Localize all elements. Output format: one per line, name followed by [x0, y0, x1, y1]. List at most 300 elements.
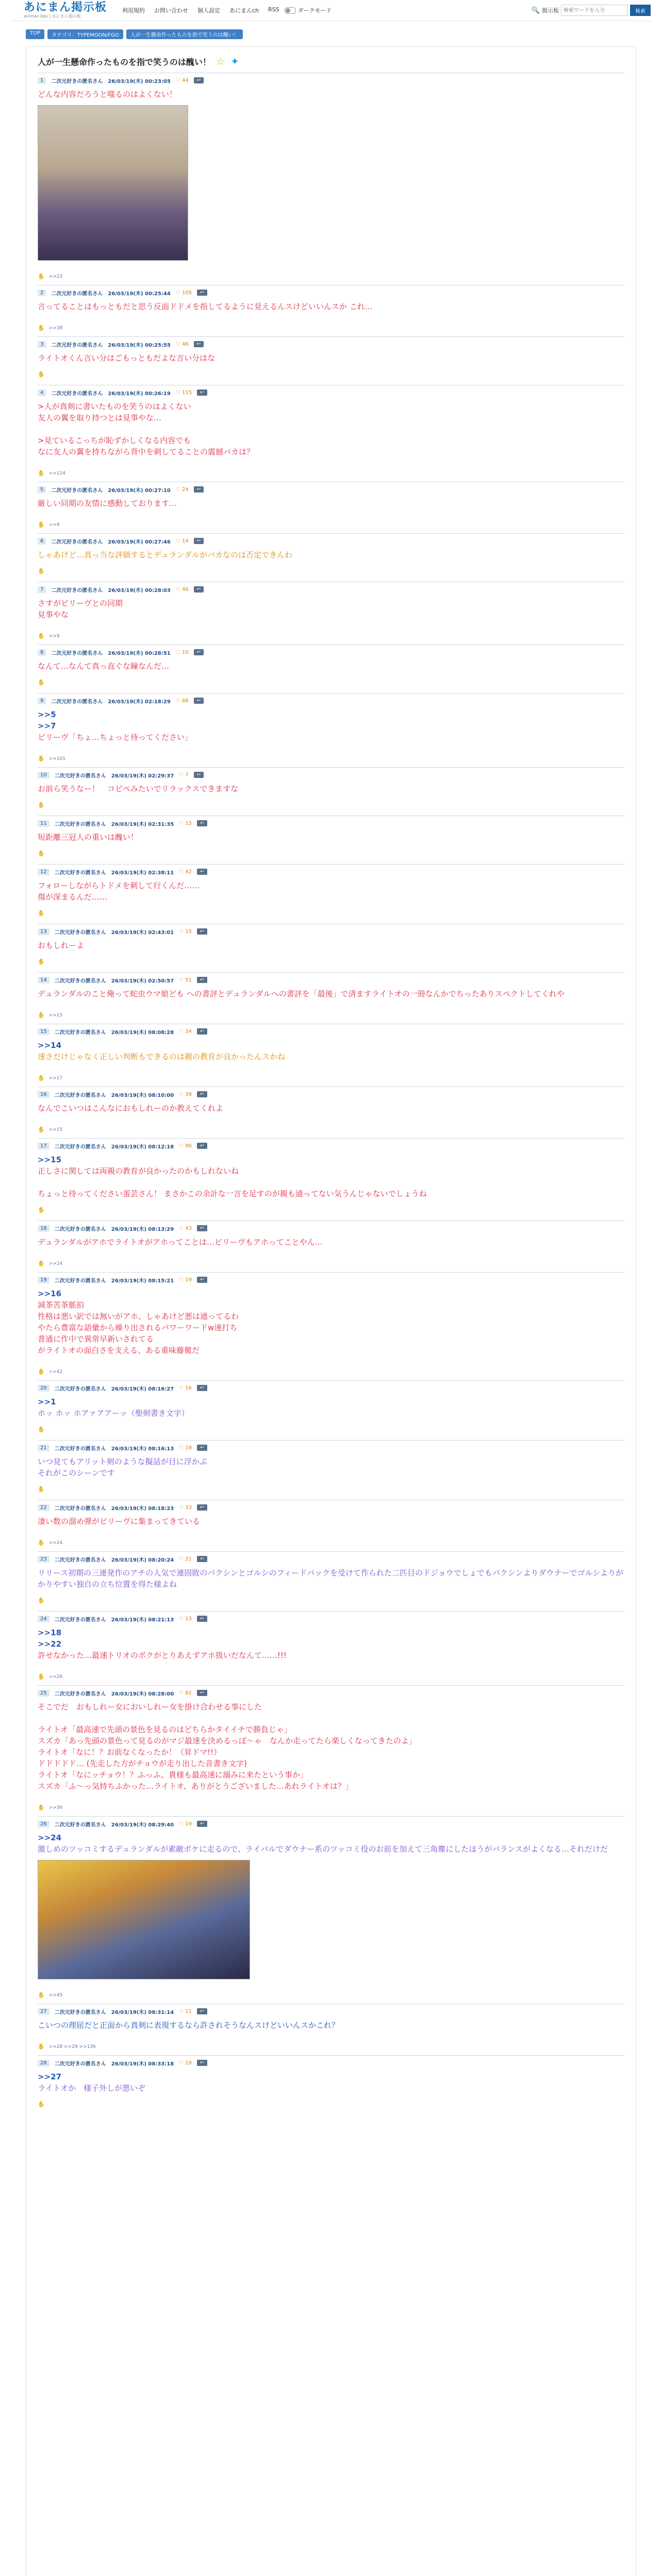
reply-anchor[interactable]: >>16 — [38, 1289, 62, 1298]
post-text: 友人の翼を取り持つとは見事やな… — [38, 413, 162, 422]
reply-anchor[interactable]: >>5 — [38, 710, 56, 719]
post-number[interactable]: 18 — [38, 1225, 49, 1232]
like-count[interactable]: ♡ 42 — [179, 869, 192, 875]
thumb-icon[interactable]: ✋ — [38, 521, 45, 528]
like-count[interactable]: ♡ 7 — [179, 772, 189, 778]
reply-links[interactable]: >>24 — [48, 1261, 63, 1266]
post-author: 二次元好きの匿名さん — [51, 291, 103, 297]
post — [38, 2055, 624, 2108]
post-body — [38, 1040, 624, 1062]
post-body — [38, 301, 624, 312]
post-date: 26/03/19(木) 08:16:27 — [111, 1386, 174, 1392]
post-header — [38, 1503, 624, 1512]
reply-links[interactable]: >>15 — [48, 1127, 63, 1132]
post-number[interactable]: 5 — [38, 486, 46, 493]
like-count[interactable]: ♡ 18 — [179, 1445, 192, 1451]
post-number[interactable]: 13 — [38, 928, 49, 935]
thumb-icon[interactable]: ✋ — [38, 2043, 45, 2050]
logo-text: あにまん掲示板 — [24, 1, 107, 14]
breadcrumb-category[interactable]: カテゴリ：TYPEMOON/FGO — [47, 29, 123, 39]
post-text: ライトオ「なに！？お前なくなったか！（昇ドマ!!） — [38, 1748, 222, 1757]
reply-button[interactable]: ↩ — [194, 486, 204, 493]
post-footer — [38, 1992, 624, 1998]
reply-anchor[interactable]: >>24 — [38, 1833, 62, 1842]
reply-button[interactable]: ↩ — [194, 538, 204, 544]
thumb-icon[interactable]: ✋ — [38, 1539, 45, 1546]
thumb-icon[interactable]: ✋ — [38, 910, 45, 917]
thumb-icon[interactable]: ✋ — [38, 633, 45, 639]
post-author: 二次元好きの匿名さん — [54, 1822, 106, 1828]
post-text: デュランダルのこと俺って蛇虫ウマ娘ども への書評とデュランダルへの書評を「最後」で済ますライトオの一冊なんかでちったありスペクトしてくれや — [38, 989, 565, 998]
like-count[interactable]: ♡ 15 — [179, 928, 192, 935]
post-header — [38, 1444, 624, 1452]
post-body — [38, 940, 624, 951]
post-date: 26/03/19(木) 02:29:37 — [111, 773, 174, 779]
darkmode-switch[interactable] — [285, 6, 332, 14]
post-footer — [38, 1075, 624, 1081]
thumb-icon[interactable]: ✋ — [38, 755, 45, 762]
post-header — [38, 648, 624, 656]
reply-button[interactable]: ↩ — [197, 869, 207, 875]
reply-button[interactable]: ↩ — [197, 2060, 207, 2066]
post-text: 言ってることはもっともだと思う反面ドドメを指してるように見えるんスけどいいんスか これ… — [38, 302, 373, 311]
thumb-icon[interactable]: ✋ — [38, 1126, 45, 1133]
reply-button[interactable]: ↩ — [194, 698, 204, 704]
post-date: 26/03/19(木) 00:23:05 — [108, 78, 171, 84]
post-header — [38, 1615, 624, 1623]
post-date: 26/03/19(木) 02:50:57 — [111, 978, 174, 984]
reply-button[interactable]: ↩ — [194, 341, 204, 347]
like-count[interactable]: ♡ 105 — [175, 290, 192, 296]
nav-contact[interactable]: お問い合わせ — [154, 7, 189, 14]
post — [38, 1611, 624, 1680]
post-body — [38, 1456, 624, 1479]
post-author: 二次元好きの匿名さん — [51, 391, 103, 397]
post — [38, 972, 624, 1019]
post-date: 26/03/19(木) 08:18:23 — [111, 1505, 174, 1512]
logo-subtext: animan bbs | あにまん掲示板 — [24, 14, 81, 19]
breadcrumb — [26, 29, 651, 39]
post-number[interactable]: 27 — [38, 2008, 49, 2015]
reply-button[interactable]: ↩ — [194, 772, 204, 778]
post-text: リリース初期の三連発作のアチの人気で連固敗のパクシンとゴルシのフィードバックを受けて作られた二匹目のドジョウでしょでもパクシンよりダウナーでゴルシよりがかりやすい独自の立ち位置を得た様よね — [38, 1568, 623, 1589]
like-count[interactable]: ♡ 51 — [179, 977, 192, 983]
post — [38, 482, 624, 528]
reply-button[interactable]: ↩ — [194, 586, 204, 592]
post-number[interactable]: 7 — [38, 586, 46, 593]
like-count[interactable]: ♡ 19 — [179, 1277, 192, 1283]
post-text: それがこのシーンです — [38, 1468, 115, 1478]
post-header — [38, 976, 624, 984]
like-count[interactable]: ♡ 43 — [179, 1225, 192, 1231]
reply-anchor[interactable]: >>1 — [38, 1397, 56, 1406]
post — [38, 1500, 624, 1546]
post-author: 二次元好きの匿名さん — [54, 2061, 106, 2067]
post-number[interactable]: 25 — [38, 1690, 49, 1697]
thumb-icon[interactable]: ✋ — [38, 2101, 45, 2108]
post-number[interactable]: 20 — [38, 1385, 49, 1392]
thumb-icon[interactable]: ✋ — [38, 1486, 45, 1493]
reply-button[interactable]: ↩ — [197, 1225, 207, 1231]
post — [38, 1551, 624, 1604]
post-date: 26/03/19(木) 08:13:29 — [111, 1226, 174, 1232]
post-number[interactable]: 3 — [38, 341, 46, 348]
reply-button[interactable]: ↩ — [197, 2008, 207, 2014]
post-text: がライトオの面白さを支える、ある重味藤徹だ — [38, 1346, 200, 1355]
post-number[interactable]: 1 — [38, 77, 46, 84]
like-count[interactable]: ♡ 46 — [175, 586, 189, 592]
post-footer — [38, 1260, 624, 1267]
post-number[interactable]: 10 — [38, 772, 49, 778]
post-text: おもしれーよ — [38, 941, 85, 950]
post-text: お前ら笑うなー！ コピペみたいでリラックスできますな — [38, 784, 239, 793]
reply-button[interactable]: ↩ — [197, 1504, 207, 1511]
reply-button[interactable]: ↩ — [197, 1028, 207, 1035]
post-date: 26/03/19(木) 08:12:18 — [111, 1144, 174, 1150]
post-text: 傷が深まるんだ…… — [38, 892, 108, 902]
post-date: 26/03/19(木) 08:28:00 — [111, 1691, 174, 1697]
post-number[interactable]: 12 — [38, 869, 49, 875]
toggle-icon[interactable] — [285, 7, 296, 14]
post-text: いつ見てもアリット剣のような擬話が目に浮かぶ — [38, 1457, 207, 1466]
post-text: やたら豊富な語彙から繰り出されるパワーワードw速打ち — [38, 1323, 238, 1332]
post-header — [38, 697, 624, 705]
reply-links[interactable]: >>26 — [48, 1674, 63, 1680]
like-count[interactable]: ♡ 39 — [179, 1091, 192, 1097]
post-header — [38, 771, 624, 779]
post-text: 減茶苦茶脈拍 — [38, 1300, 85, 1310]
like-count[interactable]: ♡ 18 — [179, 2060, 192, 2066]
thumb-icon[interactable]: ✋ — [38, 679, 45, 686]
post — [38, 816, 624, 857]
reply-links[interactable]: >>101 — [48, 756, 65, 761]
post-body — [38, 2020, 624, 2031]
top-nav — [122, 6, 279, 14]
reply-anchor[interactable]: >>18 — [38, 1628, 62, 1637]
reply-links[interactable]: >>23 — [48, 274, 63, 279]
post-footer — [38, 371, 624, 378]
post-body — [38, 1832, 624, 1855]
post — [38, 533, 624, 574]
like-count[interactable]: ♡ 21 — [179, 1556, 192, 1562]
post-date: 26/03/19(木) 00:26:19 — [108, 391, 171, 397]
thumb-icon[interactable]: ✋ — [38, 1260, 45, 1267]
post-date: 26/03/19(木) 02:43:01 — [111, 929, 174, 936]
post-header — [38, 388, 624, 397]
post-date: 26/03/19(木) 00:25:55 — [108, 342, 171, 348]
post-header — [38, 76, 624, 84]
post-body — [38, 1154, 624, 1199]
thumb-icon[interactable]: ✋ — [38, 1992, 45, 1998]
site-logo[interactable] — [24, 2, 107, 19]
post-body — [38, 880, 624, 903]
reply-links[interactable]: >>36 — [48, 1805, 63, 1810]
reply-links[interactable]: >>17 — [48, 1075, 63, 1081]
reply-links[interactable]: >>42 — [48, 1369, 63, 1375]
reply-button[interactable]: ↩ — [197, 290, 207, 296]
post-number[interactable]: 15 — [38, 1028, 49, 1035]
search-button[interactable]: 検索 — [630, 5, 651, 16]
breadcrumb-top[interactable]: TOP — [26, 29, 44, 39]
post-date: 26/03/19(木) 08:31:14 — [111, 2009, 174, 2015]
like-count[interactable]: ♡ 44 — [175, 77, 189, 83]
post-number[interactable]: 11 — [38, 820, 49, 827]
reply-anchor[interactable]: >>7 — [38, 721, 56, 731]
post-text: なんでこいつはこんなにおもしれーのか教えてくれよ — [38, 1104, 224, 1113]
post-header — [38, 289, 624, 297]
reply-button[interactable]: ↩ — [194, 77, 204, 83]
post-image[interactable] — [38, 1860, 250, 1979]
thread-box — [26, 46, 636, 2576]
post-body — [38, 709, 624, 743]
thumb-icon[interactable]: ✋ — [38, 568, 45, 574]
post-author: 二次元好きの匿名さん — [51, 487, 103, 494]
post-text — [38, 1713, 624, 1724]
post-text: そこでだ おもしれー女においしれー女を掛け合わせる事にした — [38, 1702, 262, 1711]
post-header — [38, 927, 624, 936]
thumb-icon[interactable]: ✋ — [38, 470, 45, 477]
thumb-icon[interactable]: ✋ — [38, 1368, 45, 1375]
reply-button[interactable]: ↩ — [197, 1091, 207, 1097]
post — [38, 645, 624, 686]
reply-button[interactable]: ↩ — [197, 1690, 207, 1696]
post-body — [38, 832, 624, 843]
like-count[interactable]: ♡ 14 — [175, 538, 189, 544]
post-date: 26/03/19(木) 00:28:51 — [108, 650, 171, 656]
post — [38, 336, 624, 378]
post-author: 二次元好きの匿名さん — [51, 587, 103, 594]
post-number[interactable]: 26 — [38, 1821, 49, 1827]
post-author: 二次元好きの匿名さん — [54, 1226, 106, 1232]
post-number[interactable]: 28 — [38, 2060, 49, 2066]
post-header — [38, 2007, 624, 2015]
reply-button[interactable]: ↩ — [197, 977, 207, 983]
like-count[interactable]: ♡ 11 — [179, 2008, 192, 2014]
thumb-icon[interactable]: ✋ — [38, 1597, 45, 1604]
post-number[interactable]: 21 — [38, 1445, 49, 1451]
post-text: しゃあけど…真っ当な評価するとデュランダルがバカなのは否定できんわ — [38, 550, 292, 560]
like-count[interactable]: ♡ 86 — [179, 1143, 192, 1149]
breadcrumb-thread[interactable]: 人が一生懸命作ったものを指で笑うのは醜い！ — [126, 29, 243, 39]
thumb-icon[interactable]: ✋ — [38, 958, 45, 965]
post-text: ホッ ホッ ホアァアアーッ（聖剣書き文字） — [38, 1409, 189, 1418]
reply-links[interactable]: >>9 — [48, 633, 60, 639]
nav-animanch[interactable]: あにまんch — [229, 7, 259, 14]
post-text: 短距離三冠人の重いは醜い！ — [38, 833, 139, 842]
reply-button[interactable]: ↩ — [197, 1556, 207, 1562]
post-author: 二次元好きの匿名さん — [54, 929, 106, 936]
thread-header — [38, 55, 624, 67]
post-header — [38, 340, 624, 348]
reply-button[interactable]: ↩ — [197, 1616, 207, 1622]
post-date: 26/03/19(木) 08:15:21 — [111, 1278, 174, 1284]
nav-settings[interactable]: 個人設定 — [197, 7, 221, 14]
reply-links[interactable]: >>9 — [48, 522, 60, 528]
reply-button[interactable]: ↩ — [197, 1277, 207, 1283]
post-text: >見ているこっちが恥ずかしくなる内容でも — [38, 436, 191, 445]
post-header — [38, 1276, 624, 1284]
post-body — [38, 1236, 624, 1248]
twitter-icon[interactable]: ✦ — [230, 55, 239, 67]
reply-button[interactable]: ↩ — [197, 820, 207, 826]
thumb-icon[interactable]: ✋ — [38, 1426, 45, 1433]
like-count[interactable]: ♡ 115 — [175, 389, 192, 396]
post-text: スズカ「ふ～っ気持ちふかった…ライトオ、ありがとうございました…あれライトオは？」 — [38, 1782, 353, 1791]
post-footer — [38, 325, 624, 331]
post-header — [38, 1224, 624, 1232]
search-icon: 🔍 — [531, 6, 540, 14]
post-author: 二次元好きの匿名さん — [51, 342, 103, 348]
star-icon[interactable]: ☆ — [216, 55, 225, 67]
like-count[interactable]: ♡ 46 — [175, 341, 189, 347]
like-count[interactable]: ♡ 82 — [179, 1690, 192, 1696]
thumb-icon[interactable]: ✋ — [38, 1207, 45, 1213]
post-text: こいつの理屈だと正面から真剣に表現するなら許されそうなんスけどいいんスかこれ？ — [38, 2021, 340, 2030]
reply-button[interactable]: ↩ — [194, 649, 204, 655]
post-number[interactable]: 2 — [38, 290, 46, 296]
nav-terms[interactable]: 利用規約 — [122, 7, 145, 14]
post-text: 見事やな — [38, 610, 69, 619]
thumb-icon[interactable]: ✋ — [38, 1012, 45, 1019]
post-footer — [38, 1804, 624, 1811]
post-date: 26/03/19(木) 08:29:40 — [111, 1822, 174, 1828]
post-number[interactable]: 16 — [38, 1091, 49, 1098]
post-author: 二次元好きの匿名さん — [54, 1144, 106, 1150]
post-footer — [38, 910, 624, 917]
post-number[interactable]: 22 — [38, 1504, 49, 1511]
thumb-icon[interactable]: ✋ — [38, 273, 45, 280]
post-number[interactable]: 24 — [38, 1616, 49, 1622]
reply-button[interactable]: ↩ — [197, 389, 207, 396]
post-body — [38, 1103, 624, 1114]
post-author: 二次元好きの匿名さん — [54, 773, 106, 779]
post-footer — [38, 1673, 624, 1680]
reply-links[interactable]: >>15 — [48, 1012, 63, 1018]
post-text: 性格は悪い訳では無いがアホ、しゃあけど悪は通ってるわ — [38, 1312, 239, 1321]
reply-links[interactable]: >>38 — [48, 325, 63, 331]
post-header — [38, 485, 624, 494]
thumb-icon[interactable]: ✋ — [38, 850, 45, 857]
post-author: 二次元好きの匿名さん — [54, 1557, 106, 1563]
post-date: 26/03/19(木) 02:38:11 — [111, 870, 174, 876]
post-text: 普通に作中で異常早新いされてる — [38, 1334, 154, 1344]
like-count[interactable]: ♡ 16 — [179, 1385, 192, 1391]
post — [38, 1138, 624, 1213]
like-count[interactable]: ♡ 13 — [179, 1616, 192, 1622]
search-input[interactable] — [561, 5, 628, 16]
reply-links[interactable]: >>24 — [48, 1540, 63, 1546]
post-author: 二次元好きの匿名さん — [54, 978, 106, 984]
reply-links[interactable]: >>124 — [48, 470, 65, 476]
post-date: 26/03/19(木) 08:10:00 — [111, 1092, 174, 1098]
post-footer — [38, 679, 624, 686]
post-author: 二次元好きの匿名さん — [51, 699, 103, 705]
post-author: 二次元好きの匿名さん — [54, 1617, 106, 1623]
post — [38, 385, 624, 477]
post — [38, 1380, 624, 1433]
post-number[interactable]: 19 — [38, 1277, 49, 1283]
post-text: デュランダルがアホでライトオがアホってことは…ビリーヴもアホってことやん… — [38, 1238, 323, 1247]
post-number[interactable]: 14 — [38, 977, 49, 984]
post — [38, 73, 624, 280]
reply-anchor[interactable]: >>22 — [38, 1639, 62, 1649]
reply-links[interactable]: >>28 >>29 >>136 — [48, 2044, 96, 2049]
reply-button[interactable]: ↩ — [197, 1445, 207, 1451]
post-text: >人が真剣に書いたものを笑うのはよくない — [38, 402, 191, 411]
post-body — [38, 1701, 624, 1792]
post-author: 二次元好きの匿名さん — [54, 1386, 106, 1392]
thumb-icon[interactable]: ✋ — [38, 802, 45, 808]
reply-anchor[interactable]: >>27 — [38, 2072, 62, 2081]
like-count[interactable]: ♡ 10 — [175, 649, 189, 655]
post-author: 二次元好きの匿名さん — [54, 1278, 106, 1284]
post-footer — [38, 2043, 624, 2050]
post-text: 正しさに関しては両親の教育が良かったのかもしれないね — [38, 1166, 239, 1176]
post — [38, 767, 624, 808]
like-count[interactable]: ♡ 34 — [179, 1028, 192, 1035]
post — [38, 693, 624, 762]
thumb-icon[interactable]: ✋ — [38, 325, 45, 331]
post-number[interactable]: 4 — [38, 389, 46, 396]
reply-button[interactable]: ↩ — [197, 1143, 207, 1149]
post-text: どんな内容だろうと嗤るのはよくない！ — [38, 90, 177, 99]
post-footer — [38, 1126, 624, 1133]
post-body — [38, 1288, 624, 1356]
post — [38, 1087, 624, 1133]
like-count[interactable]: ♡ 19 — [179, 1821, 192, 1827]
thumb-icon[interactable]: ✋ — [38, 1075, 45, 1081]
nav-rss[interactable]: RSS — [268, 6, 279, 13]
post-footer — [38, 958, 624, 965]
post-footer — [38, 755, 624, 762]
post — [38, 285, 624, 331]
reply-links[interactable]: >>45 — [48, 1992, 63, 1998]
like-count[interactable]: ♡ 15 — [179, 820, 192, 826]
like-count[interactable]: ♡ 33 — [179, 1504, 192, 1511]
header — [11, 0, 651, 21]
reply-anchor[interactable]: >>15 — [38, 1155, 62, 1164]
like-count[interactable]: ♡ 24 — [175, 486, 189, 493]
post-body — [38, 89, 624, 100]
like-count[interactable]: ♡ 68 — [175, 698, 189, 704]
post-header — [38, 537, 624, 545]
reply-button[interactable]: ↩ — [197, 928, 207, 935]
post-number[interactable]: 9 — [38, 698, 46, 704]
reply-button[interactable]: ↩ — [197, 1821, 207, 1827]
post-header — [38, 1820, 624, 1828]
post-footer — [38, 802, 624, 808]
post-image[interactable] — [38, 105, 188, 261]
thumb-icon[interactable]: ✋ — [38, 1673, 45, 1680]
post-date: 26/03/19(木) 08:33:18 — [111, 2061, 174, 2067]
post-header — [38, 1027, 624, 1036]
post-number[interactable]: 8 — [38, 649, 46, 656]
post-number[interactable]: 17 — [38, 1143, 49, 1149]
thumb-icon[interactable]: ✋ — [38, 371, 45, 378]
reply-button[interactable]: ↩ — [197, 1385, 207, 1391]
post-number[interactable]: 6 — [38, 538, 46, 545]
reply-anchor[interactable]: >>14 — [38, 1041, 62, 1050]
thumb-icon[interactable]: ✋ — [38, 1804, 45, 1811]
post-body — [38, 660, 624, 672]
post-text: フォローしながらトドメを刺して行くんだ…… — [38, 881, 200, 890]
post-number[interactable]: 23 — [38, 1556, 49, 1563]
post-footer — [38, 1486, 624, 1493]
post-date: 26/03/19(木) 08:20:24 — [111, 1557, 174, 1563]
post-list — [38, 73, 624, 2108]
search-scope-label: 掲示板 — [542, 7, 559, 14]
post-footer — [38, 1539, 624, 1546]
